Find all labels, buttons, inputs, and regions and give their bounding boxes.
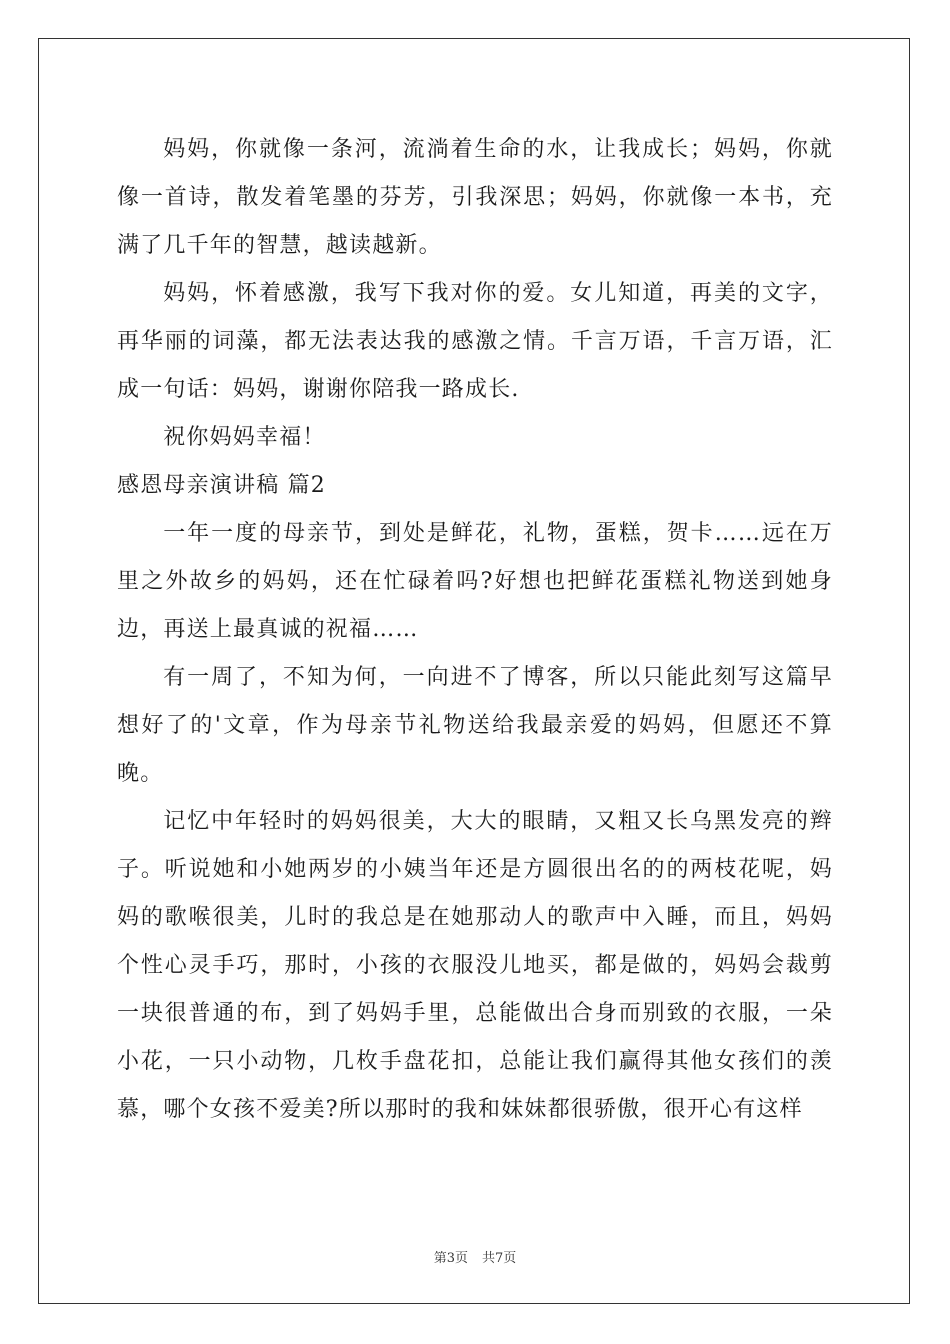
section-title: 感恩母亲演讲稿 篇2: [117, 473, 326, 498]
paragraph: 一年一度的母亲节，到处是鲜花，礼物，蛋糕，贺卡……远在万里之外故乡的妈妈，还在忙碌着吗?好想也把鲜花蛋糕礼物送到她身边，再送上最真诚的祝福……: [117, 521, 833, 642]
page-total: 共7页: [482, 1251, 517, 1266]
page-number: 第3页: [433, 1251, 468, 1266]
document-body: [117, 126, 833, 1134]
paragraph: 祝你妈妈幸福！: [163, 425, 326, 450]
paragraph: 记忆中年轻时的妈妈很美，大大的眼睛，又粗又长乌黑发亮的辫子。听说她和小她两岁的小姨当年还是方圆很出名的的两枝花呢，妈妈的歌喉很美，儿时的我总是在她那动人的歌声中入睡，而且，妈妈个性心灵手巧，那时，小孩的衣服没儿地买，都是做的，妈妈会裁剪一块很普通的布，到了妈妈手里，总能做出合身而别致的衣服，一朵小花，一只小动物，几枚手盘花扣，总能让我们赢得其他女孩们的羡慕，哪个女孩不爱美?所以那时的我和妹妹都很骄傲，很开心有这样: [117, 809, 833, 1122]
paragraph: 有一周了，不知为何，一向进不了博客，所以只能此刻写这篇早想好了的'文章，作为母亲节礼物送给我最亲爱的妈妈，但愿还不算晚。: [117, 665, 833, 786]
page-footer: [0, 1247, 950, 1266]
paragraph: 妈妈，你就像一条河，流淌着生命的水，让我成长；妈妈，你就像一首诗，散发着笔墨的芬芳，引我深思；妈妈，你就像一本书，充满了几千年的智慧，越读越新。: [117, 137, 833, 258]
paragraph: 妈妈，怀着感激，我写下我对你的爱。女儿知道，再美的文字，再华丽的词藻，都无法表达我的感激之情。千言万语，千言万语，汇成一句话：妈妈，谢谢你陪我一路成长.: [117, 281, 833, 402]
